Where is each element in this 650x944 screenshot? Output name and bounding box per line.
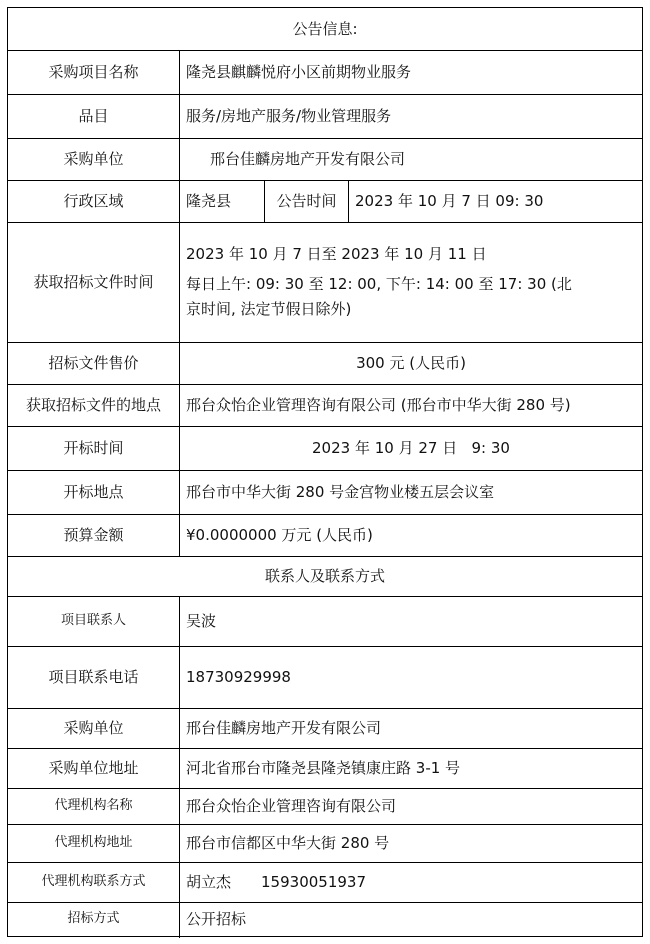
value-project-name: 隆尧县麒麟悦府小区前期物业服务	[186, 63, 412, 81]
label-project-phone: 项目联系电话	[48, 668, 139, 686]
agency-contact-phone: 15930051937	[261, 873, 366, 891]
label-project-contact: 项目联系人	[60, 613, 126, 629]
value-doc-location: 邢台众怡企业管理咨询有限公司 (邢台市中华大街 280 号)	[186, 396, 571, 414]
value-purchaser-unit: 邢台佳麟房地产开发有限公司	[186, 719, 382, 737]
value-bid-method: 公开招标	[186, 910, 247, 928]
label-doc-price: 招标文件售价	[48, 354, 139, 372]
value-project-contact: 吴波	[186, 612, 217, 630]
contacts-header: 联系人及联系方式	[264, 567, 385, 585]
label-agency-contact: 代理机构联系方式	[41, 874, 146, 890]
value-purchaser-address: 河北省邢台市隆尧县隆尧镇康庄路 3-1 号	[186, 759, 461, 777]
label-open-time: 开标时间	[63, 439, 124, 457]
announcement-table	[7, 7, 643, 937]
label-purchaser: 采购单位	[63, 150, 124, 168]
agency-contact-person: 胡立杰	[186, 873, 232, 891]
value-budget: ¥0.0000000 万元 (人民币)	[186, 526, 373, 544]
table-header: 公告信息:	[292, 20, 358, 38]
value-category: 服务/房地产服务/物业管理服务	[186, 107, 392, 125]
label-announce-time: 公告时间	[276, 192, 337, 210]
label-bid-method: 招标方式	[67, 911, 120, 927]
label-agency-address: 代理机构地址	[54, 835, 133, 851]
value-announce-time: 2023 年 10 月 7 日 09: 30	[355, 192, 544, 210]
label-purchaser-unit: 采购单位	[63, 719, 124, 737]
value-open-time: 2023 年 10 月 27 日 9: 30	[312, 439, 510, 457]
value-project-phone: 18730929998	[186, 668, 291, 686]
value-agency-name: 邢台众怡企业管理咨询有限公司	[186, 797, 397, 815]
doc-time-line: 京时间, 法定节假日除外)	[186, 299, 352, 318]
value-doc-time	[180, 222, 642, 342]
label-doc-location: 获取招标文件的地点	[25, 396, 161, 414]
value-doc-price: 300 元 (人民币)	[356, 354, 466, 372]
label-project-name: 采购项目名称	[48, 63, 139, 81]
label-agency-name: 代理机构名称	[54, 798, 133, 814]
label-doc-time: 获取招标文件时间	[33, 273, 154, 291]
label-category: 品目	[78, 107, 109, 125]
doc-time-line: 每日上午: 09: 30 至 12: 00, 下午: 14: 00 至 17: 30 (北	[186, 275, 572, 294]
value-purchaser: 邢台佳麟房地产开发有限公司	[210, 150, 406, 168]
value-agency-address: 邢台市信都区中华大街 280 号	[186, 834, 390, 852]
label-budget: 预算金额	[63, 526, 124, 544]
label-region: 行政区域	[63, 192, 124, 210]
value-agency-contact	[180, 862, 642, 902]
value-region: 隆尧县	[186, 192, 232, 210]
value-open-location: 邢台市中华大街 280 号金宫物业楼五层会议室	[186, 483, 495, 501]
label-purchaser-address: 采购单位地址	[48, 759, 139, 777]
doc-time-line: 2023 年 10 月 7 日至 2023 年 10 月 11 日	[186, 245, 487, 264]
label-open-location: 开标地点	[63, 483, 124, 501]
